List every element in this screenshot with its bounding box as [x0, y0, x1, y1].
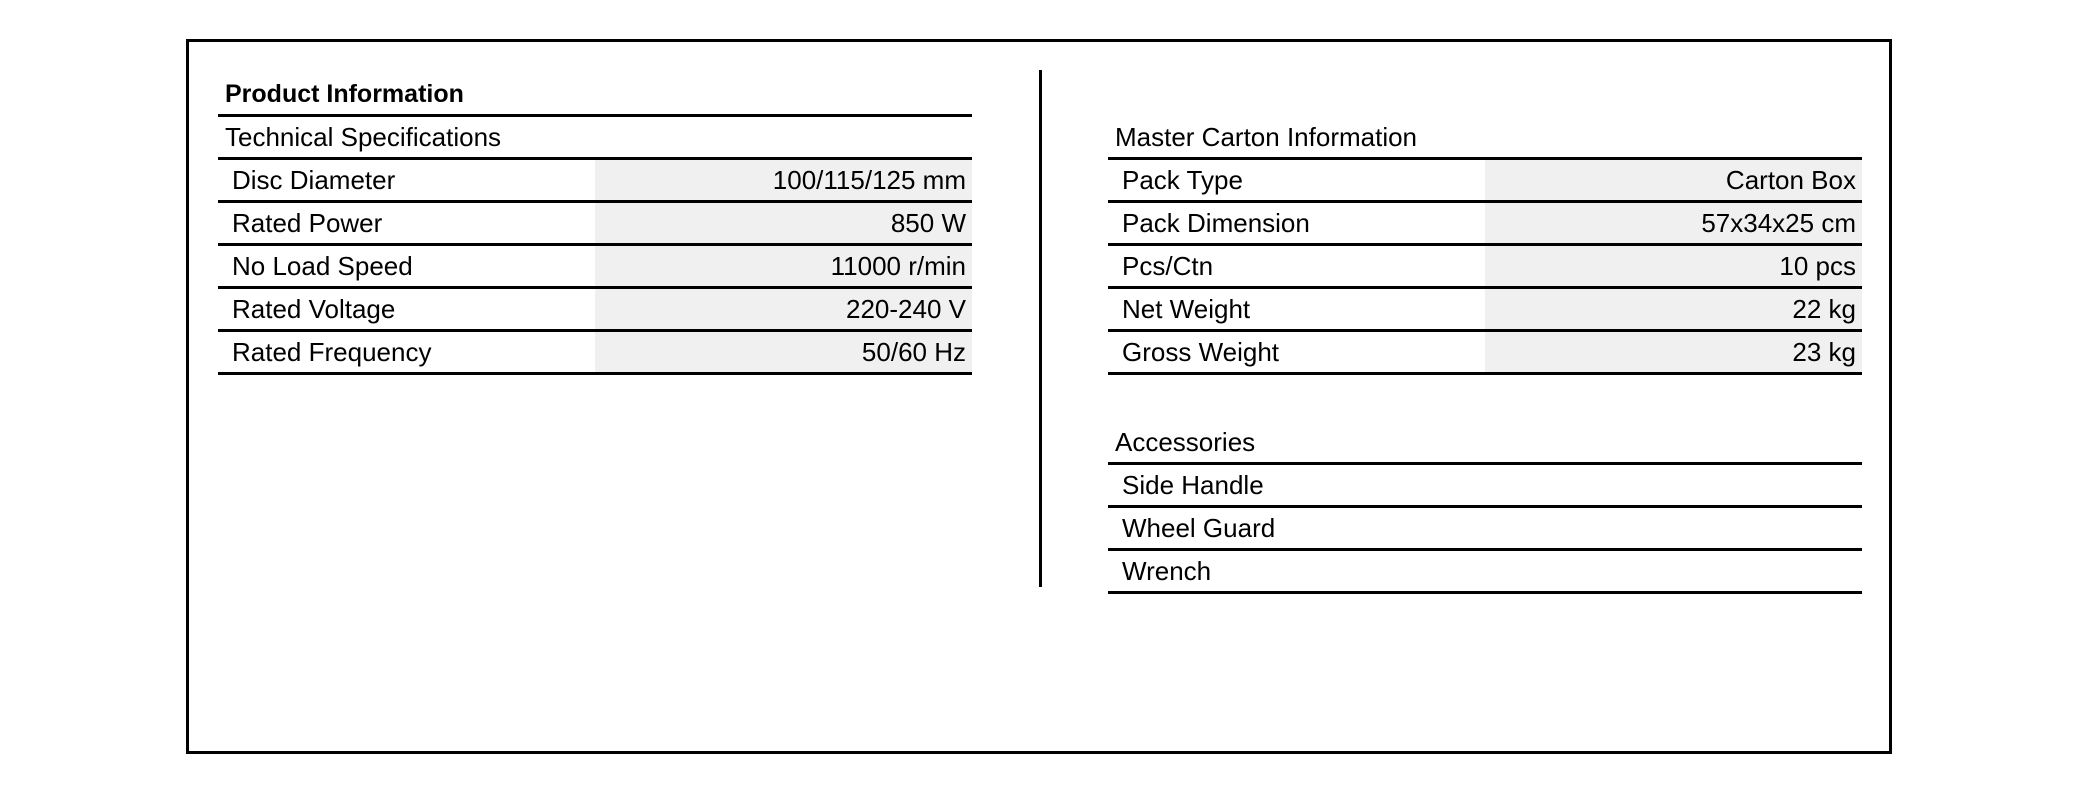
spec-row-rated-power — [218, 203, 972, 246]
accessories-title: Accessories — [1108, 422, 1862, 465]
product-information-title: Product Information — [218, 74, 972, 117]
spec-row-rated-voltage — [218, 289, 972, 332]
accessory-item: Wrench — [1108, 551, 1862, 594]
spec-row-no-load-speed — [218, 246, 972, 289]
column-divider — [1039, 70, 1042, 587]
spec-label: Rated Power — [232, 208, 383, 238]
accessory-item: Wheel Guard — [1108, 508, 1862, 551]
spec-value: 220-240 V — [595, 289, 972, 329]
spec-row-rated-frequency — [218, 332, 972, 375]
product-information-section — [218, 74, 972, 375]
carton-row-pack-dimension — [1108, 203, 1862, 246]
carton-label: Net Weight — [1122, 294, 1251, 324]
carton-label: Gross Weight — [1122, 337, 1280, 367]
carton-row-net-weight — [1108, 289, 1862, 332]
spec-value: 850 W — [595, 203, 972, 243]
spec-label: Rated Voltage — [232, 294, 396, 324]
carton-row-pcs-ctn — [1108, 246, 1862, 289]
carton-value: Carton Box — [1485, 160, 1862, 200]
carton-label: Pack Dimension — [1122, 208, 1310, 238]
carton-label: Pack Type — [1122, 165, 1243, 195]
carton-value: 57x34x25 cm — [1485, 203, 1862, 243]
carton-row-pack-type — [1108, 160, 1862, 203]
carton-value: 23 kg — [1485, 332, 1862, 372]
spec-value: 50/60 Hz — [595, 332, 972, 372]
spec-value: 11000 r/min — [595, 246, 972, 286]
spec-row-disc-diameter — [218, 160, 972, 203]
technical-specifications-title: Technical Specifications — [218, 117, 972, 160]
master-carton-section — [1108, 117, 1862, 594]
spec-label: Rated Frequency — [232, 337, 432, 367]
spec-label: No Load Speed — [232, 251, 413, 281]
spec-value: 100/115/125 mm — [595, 160, 972, 200]
spec-label: Disc Diameter — [232, 165, 396, 195]
accessories-section — [1108, 422, 1862, 594]
carton-label: Pcs/Ctn — [1122, 251, 1214, 281]
carton-value: 10 pcs — [1485, 246, 1862, 286]
accessory-item: Side Handle — [1108, 465, 1862, 508]
carton-row-gross-weight — [1108, 332, 1862, 375]
carton-value: 22 kg — [1485, 289, 1862, 329]
master-carton-title: Master Carton Information — [1108, 117, 1862, 160]
